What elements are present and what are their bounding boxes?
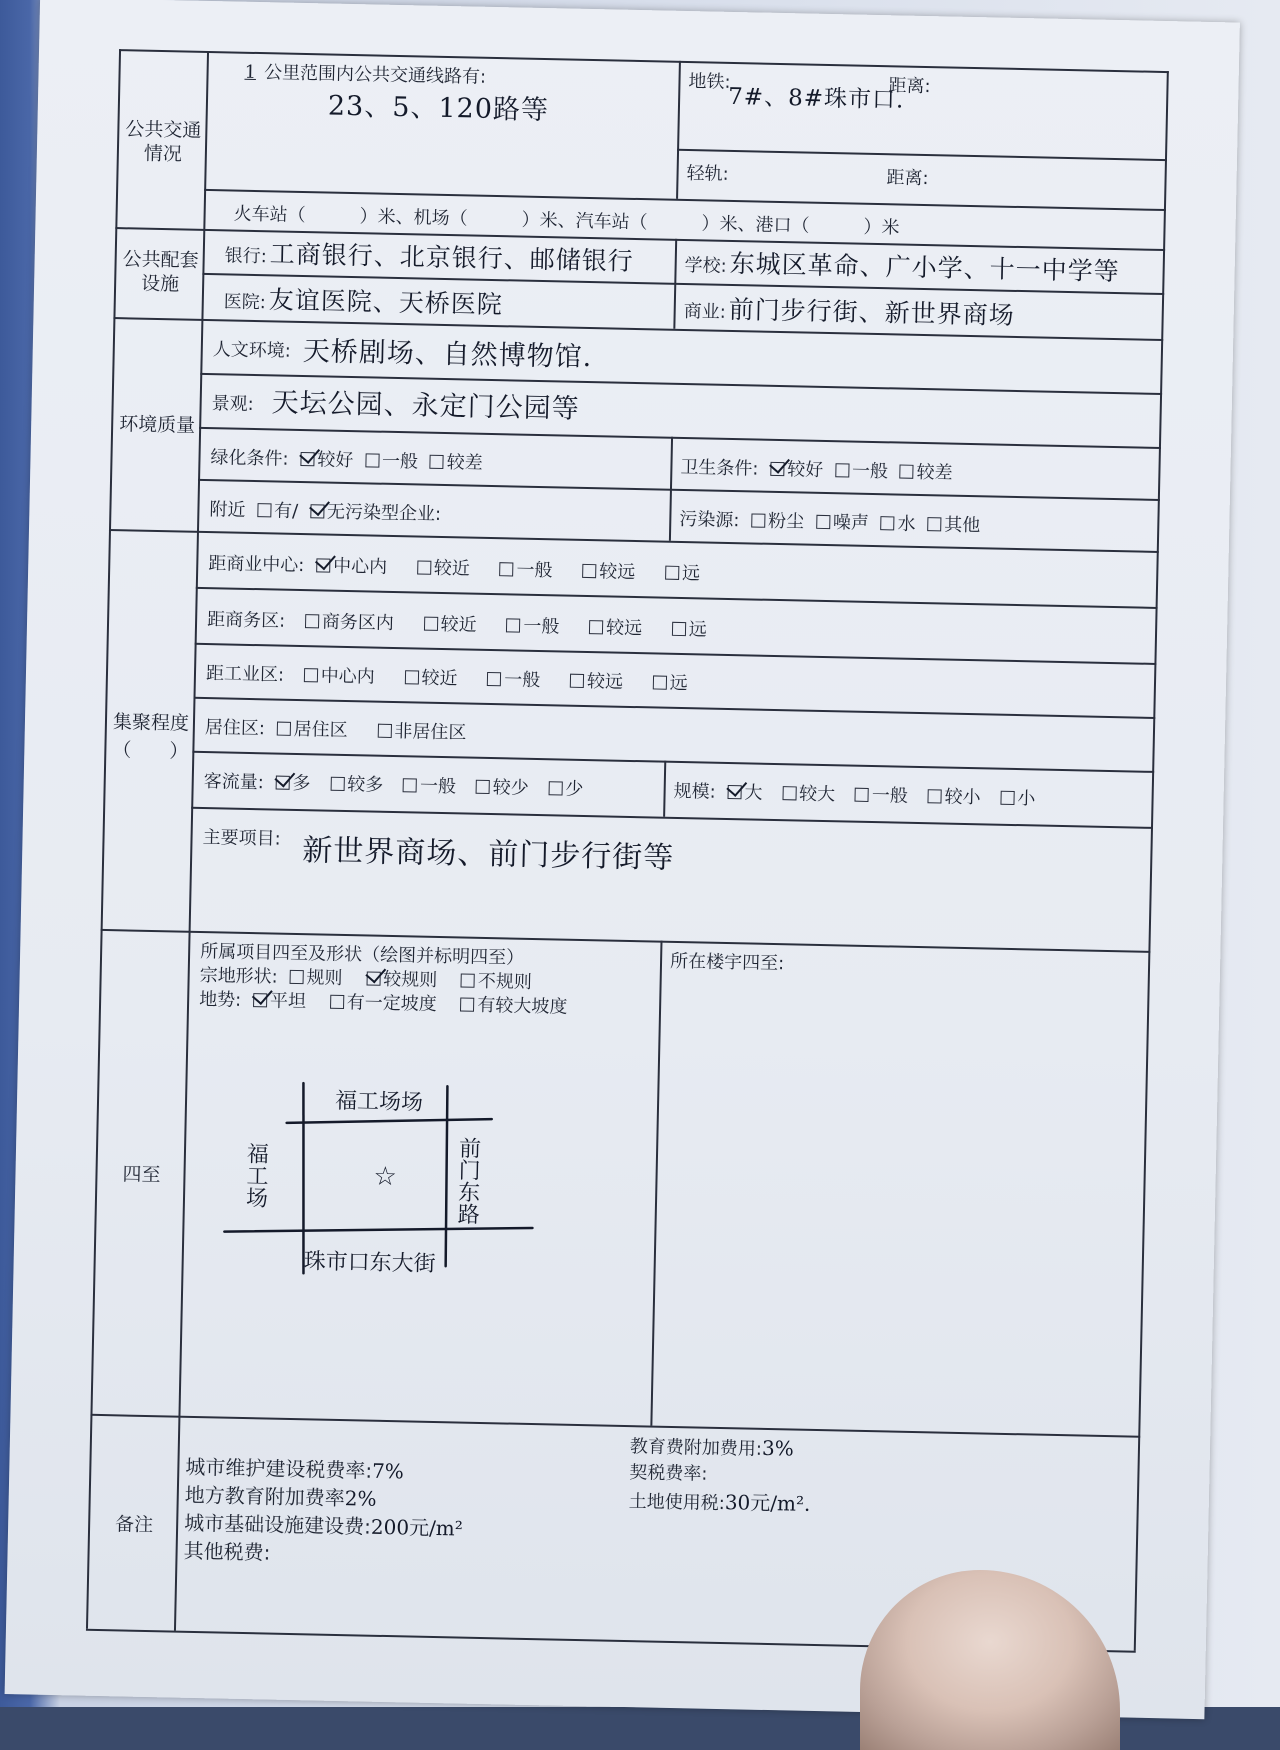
sep-boundaries (90, 1414, 1140, 1438)
traffic-checkbox[interactable] (548, 781, 562, 795)
pollution-checkbox[interactable] (927, 517, 941, 531)
sketch-south-label: 珠市口东大街 (303, 1249, 436, 1277)
scale-checkbox[interactable] (855, 788, 869, 802)
border-right (1134, 71, 1169, 1651)
industrial-label: 距工业区: (205, 663, 285, 686)
commercial-center-checkbox[interactable] (499, 562, 513, 576)
light-rail-distance-label: 距离: (886, 167, 929, 190)
traffic-checkbox[interactable] (476, 780, 490, 794)
agglomeration-section-paren: （ ） (112, 739, 189, 763)
traffic-label: 客流量: (203, 771, 265, 794)
greening-option[interactable]: 较好 (294, 449, 353, 471)
greening-checkbox[interactable] (430, 455, 444, 469)
sanitation-option[interactable]: 较差 (893, 461, 952, 483)
agglomeration-section-title: 集聚程度 (112, 711, 190, 735)
deed-tax-label: 契税费率: (629, 1462, 708, 1485)
pollution-label: 污染源: (679, 508, 740, 532)
shape-row: 宗地形状: 规则 较规则 不规则 (199, 964, 533, 993)
form-sheet (5, 0, 1240, 1719)
nearby-yes-checkbox[interactable] (257, 503, 271, 517)
hospital-value: 友谊医院、天桥医院 (268, 285, 504, 320)
land-use-value: 30元/m². (724, 1490, 811, 1516)
greening-row (210, 443, 483, 475)
sketch-west-label: 福工场 (242, 1141, 269, 1209)
subway-value: 7#、8#珠市口. (727, 83, 905, 114)
terrain-checkbox-checked[interactable] (253, 993, 267, 1007)
business-area-checkbox[interactable] (506, 618, 520, 632)
hospital-label: 医院: (223, 291, 267, 314)
nearby-no-label: 无污染型企业: (326, 501, 442, 525)
business-area-checkbox[interactable] (424, 617, 438, 631)
local-edu-label: 地方教育附加费率 (184, 1482, 346, 1511)
residential-row: 居住区: 居住区 非居住区 (204, 717, 467, 744)
scale-checkbox[interactable] (1000, 791, 1014, 805)
shape-checkbox[interactable] (461, 973, 475, 987)
border-left (86, 49, 121, 1629)
remarks-section-title: 备注 (114, 1513, 154, 1537)
pollution-row: 污染源: 粉尘 噪声 水 其他 (679, 508, 981, 537)
boundaries-divider (650, 941, 662, 1426)
residential-checkbox[interactable] (377, 724, 391, 738)
sketch-east-label: 前门东路 (454, 1136, 481, 1225)
sanitation-row (680, 453, 953, 485)
routes-value: 23、5、120路等 (327, 90, 550, 127)
commercial-center-row: 距商业中心: 中心内 较近 一般 较远 远 (208, 553, 701, 585)
industrial-checkbox[interactable] (653, 675, 667, 689)
business-area-checkbox[interactable] (305, 614, 319, 628)
facilities-section-title: 公共配套 设施 (122, 248, 199, 296)
landscape-label: 景观: (211, 393, 254, 415)
commerce-label: 商业: (683, 300, 726, 323)
edu-surcharge-value: 3% (761, 1435, 794, 1461)
shape-checkbox-checked[interactable] (366, 971, 380, 985)
subway-separator (677, 149, 1167, 161)
business-area-row: 距商务区: 商务区内 较近 一般 较远 远 (206, 609, 707, 641)
site-star-icon: ☆ (373, 1161, 398, 1193)
routes-label: 公里范围内公共交通线路有: (263, 62, 487, 88)
business-area-label: 距商务区: (206, 609, 286, 632)
commercial-center-checkbox-checked[interactable] (316, 558, 330, 572)
pollution-checkbox[interactable] (880, 516, 894, 530)
business-area-checkbox[interactable] (589, 620, 603, 634)
residential-checkbox[interactable] (277, 722, 291, 736)
urban-maint-label: 城市维护建设税费率: (185, 1454, 373, 1483)
nearby-no-checkbox-checked[interactable] (310, 504, 324, 518)
sanitation-checkbox[interactable] (900, 465, 914, 479)
industrial-checkbox[interactable] (304, 668, 318, 682)
traffic-checkbox-checked[interactable] (275, 776, 289, 790)
sketch-north-label: 福工场场 (334, 1088, 424, 1116)
humanities-value: 天桥剧场、自然博物馆. (302, 336, 593, 374)
scale-label: 规模: (673, 780, 716, 803)
sketch-west-road-line (299, 1083, 307, 1273)
business-area-checkbox[interactable] (672, 622, 686, 636)
environment-section-title: 环境质量 (118, 413, 196, 437)
shape-checkbox[interactable] (289, 970, 303, 984)
humanities-label: 人文环境: (212, 339, 292, 362)
scale-checkbox-checked[interactable] (727, 785, 741, 799)
project-boundaries-title: 所属项目四至及形状（绘图并标明四至） (199, 940, 525, 969)
edu-surcharge-row (630, 1432, 794, 1461)
local-edu-value: 2% (344, 1486, 377, 1511)
sketch-east-road-line (444, 1086, 450, 1266)
scale-checkbox[interactable] (782, 786, 796, 800)
landscape-value: 天坛公园、永定门公园等 (271, 387, 580, 425)
main-projects-label: 主要项目: (202, 827, 281, 850)
industrial-checkbox[interactable] (570, 674, 584, 688)
sketch-north-road-line (287, 1115, 492, 1127)
school-value: 东城区革命、广小学、十一中学等 (729, 248, 1120, 287)
greening-label: 绿化条件: (210, 447, 289, 470)
terrain-label: 地势: (198, 988, 242, 1011)
agg-divider (663, 761, 666, 817)
commercial-center-checkbox[interactable] (417, 560, 431, 574)
scale-row: 规模: 大 较大 一般 较小 小 (673, 780, 1036, 810)
building-boundaries-label: 所在楼宇四至: (669, 950, 785, 975)
boundaries-section-title: 四至 (122, 1163, 161, 1187)
survey-form (86, 49, 1169, 1651)
infra-value: 200元/m² (370, 1514, 464, 1541)
greening-checkbox[interactable] (365, 453, 379, 467)
edu-surcharge-label: 教育费附加费用: (629, 1436, 763, 1460)
bank-label: 银行: (224, 245, 268, 268)
scale-checkbox[interactable] (927, 789, 941, 803)
traffic-checkbox[interactable] (403, 778, 417, 792)
transport-divider (676, 61, 681, 199)
pollution-checkbox[interactable] (816, 515, 830, 529)
subway-label: 地铁: (688, 71, 731, 93)
commercial-center-checkbox[interactable] (582, 564, 596, 578)
sanitation-option[interactable]: 一般 (829, 460, 888, 482)
main-projects-value: 新世界商场、前门步行街等 (301, 833, 675, 876)
sanitation-checkbox[interactable] (835, 463, 849, 477)
residential-label: 居住区: (204, 717, 266, 740)
terrain-checkbox[interactable] (460, 997, 474, 1011)
greening-option[interactable]: 较差 (424, 452, 483, 474)
nearby-row (209, 495, 441, 526)
infra-label: 城市基础设施建设费: (183, 1510, 372, 1539)
nearby-yes-label: 有/ (273, 500, 299, 522)
industrial-row: 距工业区: 中心内 较近 一般 较远 远 (205, 663, 688, 695)
other-fees-label: 其他税费: (183, 1538, 271, 1565)
land-use-label: 土地使用税: (628, 1491, 726, 1515)
nearby-label: 附近 (209, 499, 246, 521)
bank-value: 工商银行、北京银行、邮储银行 (269, 239, 635, 276)
traffic-row: 客流量: 多 较多 一般 较少 少 (203, 771, 584, 800)
km-value: 1 (244, 61, 257, 83)
terrain-checkbox[interactable] (330, 995, 344, 1009)
sketch-south-road-line (224, 1222, 532, 1238)
sanitation-option[interactable]: 较好 (764, 459, 823, 481)
stations-distance-line: 火车站（ ）米、机场（ ）米、汽车站（ ）米、港口（ ）米 (233, 203, 900, 239)
subway-distance-label: 距离: (888, 75, 931, 98)
industrial-checkbox[interactable] (487, 672, 501, 686)
industrial-checkbox[interactable] (404, 670, 418, 684)
sanitation-label: 卫生条件: (680, 456, 759, 480)
shape-label: 宗地形状: (199, 964, 278, 988)
greening-checkbox-checked[interactable] (300, 452, 314, 466)
commercial-center-checkbox[interactable] (665, 566, 679, 580)
land-use-row (629, 1484, 811, 1517)
light-rail-label: 轻轨: (686, 163, 729, 185)
urban-maint-value: 7% (371, 1458, 405, 1484)
greening-option[interactable]: 一般 (359, 450, 418, 472)
terrain-row: 地势: 平坦 有一定坡度 有较大坡度 (198, 988, 568, 1018)
commerce-value: 前门步行街、新世界商场 (728, 294, 1016, 330)
school-label: 学校: (684, 254, 727, 277)
pollution-checkbox[interactable] (751, 513, 765, 527)
agg-sep-1 (196, 587, 1158, 609)
boundary-sketch (213, 1061, 558, 1288)
transport-section-title: 公共交通 情况 (125, 118, 202, 166)
traffic-checkbox[interactable] (330, 777, 344, 791)
commercial-center-label: 距商业中心: (208, 553, 305, 577)
sanitation-checkbox-checked[interactable] (770, 462, 784, 476)
